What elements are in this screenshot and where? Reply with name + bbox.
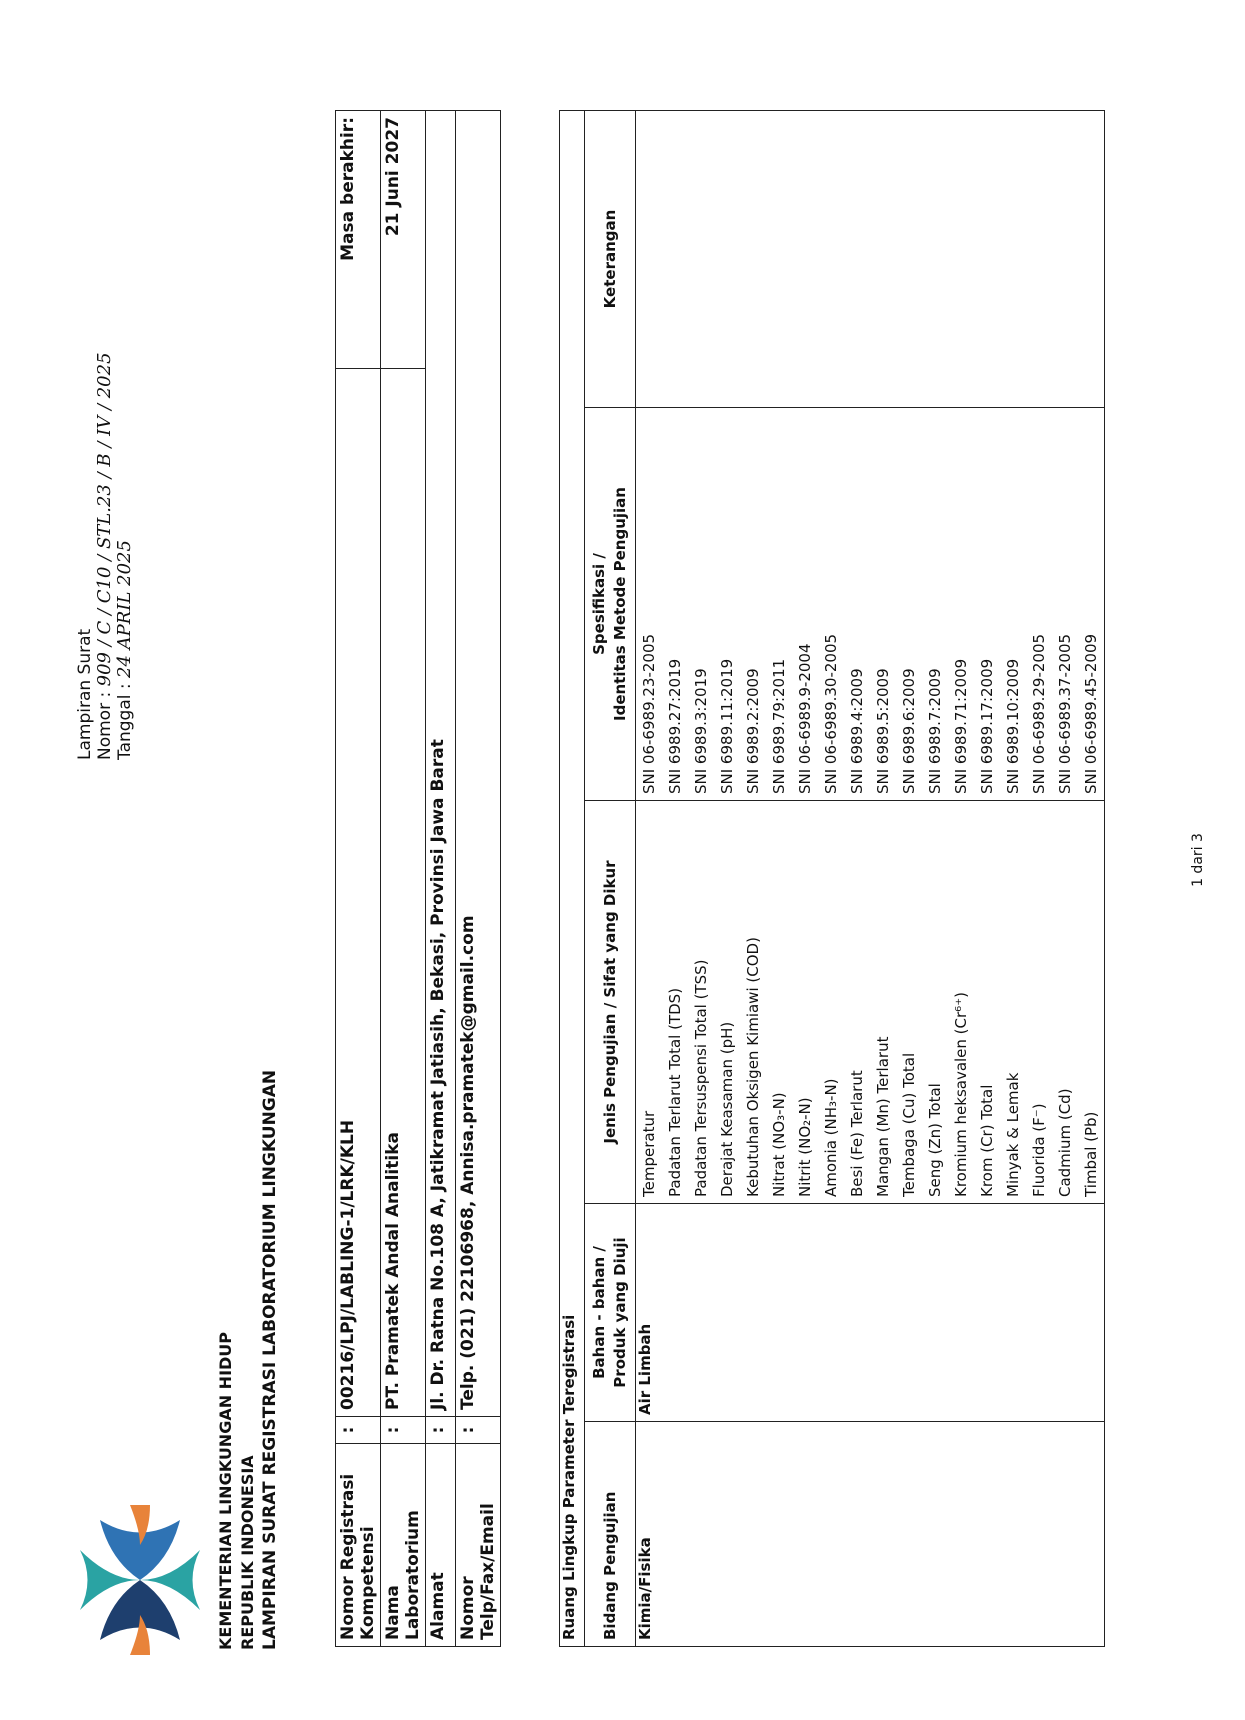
metode-item: SNI 06-6989.9-2004 [796, 643, 814, 794]
document-title: LAMPIRAN SURAT REGISTRASI LABORATORIUM LINGKUNGAN [260, 1069, 280, 1650]
metode-item: SNI 06-6989.30-2005 [822, 633, 840, 794]
metode-item: SNI 6989.71:2009 [952, 658, 970, 794]
metode-item: SNI 6989.10:2009 [1004, 658, 1022, 794]
bidang-value: Kimia/Fisika [636, 1422, 1105, 1647]
page-number: 1 dari 3 [1190, 833, 1206, 887]
jenis-item: Minyak & Lemak [1004, 1072, 1022, 1197]
metode-item: SNI 6989.3:2019 [692, 668, 710, 794]
jenis-item: Padatan Terlarut Total (TDS) [666, 987, 684, 1197]
metode-item: SNI 6989.6:2009 [900, 668, 918, 794]
ministry-name: KEMENTERIAN LINGKUNGAN HIDUP REPUBLIK INDONESIA [216, 1331, 257, 1650]
attachment-block [75, 352, 135, 760]
header-keterangan: Keterangan [585, 111, 636, 408]
header-bidang: Bidang Pengujian [585, 1422, 636, 1647]
attachment-label: Lampiran Surat [75, 628, 95, 760]
attachment-number: Nomor : 909 / C / C10 / STL.23 / B / IV / 2025 [94, 352, 115, 760]
jenis-item: Derajat Keasaman (pH) [718, 1021, 736, 1197]
jenis-item: Tembaga (Cu) Total [900, 1052, 918, 1197]
jenis-item: Besi (Fe) Terlarut [848, 1070, 866, 1197]
metode-item: SNI 6989.5:2009 [874, 668, 892, 794]
jenis-item: Cadmium (Cd) [1056, 1088, 1074, 1197]
scope-title: Ruang Lingkup Parameter Teregistrasi [560, 111, 585, 1647]
metode-item: SNI 6989.27:2019 [666, 658, 684, 794]
jenis-item: Kromium heksavalen (Cr⁶⁺) [952, 992, 970, 1197]
metode-item: SNI 6989.11:2019 [718, 658, 736, 794]
info-row-lab-name: Nama Laboratorium : PT. Pramatek Andal Analitika 21 Juni 2027 [381, 111, 426, 1647]
expiry-date: 21 Juni 2027 [381, 111, 426, 369]
bahan-value: Air Limbah [636, 1204, 1105, 1422]
jenis-item: Krom (Cr) Total [978, 1084, 996, 1197]
jenis-item: Mangan (Mn) Terlarut [874, 1036, 892, 1197]
metode-item: SNI 06-6989.23-2005 [640, 633, 658, 794]
jenis-item: Nitrit (NO₂-N) [796, 1097, 814, 1197]
jenis-item: Seng (Zn) Total [926, 1083, 944, 1197]
header-bahan: Bahan - bahan / Produk yang Diuji [585, 1204, 636, 1422]
expiry-label: Masa berakhir: [336, 111, 381, 369]
registration-number: 00216/LPJ/LABLING-1/LRK/KLH [336, 369, 381, 1417]
scope-body-row [636, 111, 1105, 1647]
registration-info-table [335, 110, 501, 1647]
metode-item: SNI 6989.4:2009 [848, 668, 866, 794]
jenis-item: Nitrat (NO₃-N) [770, 1092, 788, 1197]
metode-item: SNI 6989.79:2011 [770, 658, 788, 794]
lab-contact: Telp. (021) 22106968, Annisa.pramatek@gmail.com [456, 111, 501, 1417]
metode-list [636, 408, 1105, 801]
scope-table [559, 110, 1105, 1647]
jenis-item: Timbal (Pb) [1082, 1111, 1100, 1197]
scope-header-row [585, 111, 636, 1647]
jenis-item: Amonia (NH₃-N) [822, 1078, 840, 1197]
info-row-address: Alamat : Jl. Dr. Ratna No.108 A, Jatikramat Jatiasih, Bekasi, Provinsi Jawa Barat [426, 111, 456, 1647]
info-row-contact: Nomor Telp/Fax/Email : Telp. (021) 22106968, Annisa.pramatek@gmail.com [456, 111, 501, 1647]
metode-item: SNI 06-6989.45-2009 [1082, 633, 1100, 794]
keterangan-value [636, 111, 1105, 408]
jenis-item: Kebutuhan Oksigen Kimiawi (COD) [744, 937, 762, 1197]
jenis-item: Temperatur [640, 1110, 658, 1197]
metode-item: SNI 6989.2:2009 [744, 668, 762, 794]
lab-address: Jl. Dr. Ratna No.108 A, Jatikramat Jatiasih, Bekasi, Provinsi Jawa Barat [426, 111, 456, 1417]
metode-item: SNI 6989.7:2009 [926, 668, 944, 794]
header-spesifikasi: Spesifikasi / Identitas Metode Pengujian [585, 408, 636, 801]
metode-item: SNI 06-6989.29-2005 [1030, 633, 1048, 794]
jenis-list [636, 801, 1105, 1204]
jenis-item: Fluorida (F⁻) [1030, 1103, 1048, 1197]
lab-name: PT. Pramatek Andal Analitika [381, 369, 426, 1417]
metode-item: SNI 06-6989.37-2005 [1056, 633, 1074, 794]
ministry-logo [70, 1500, 210, 1660]
jenis-item: Padatan Tersuspensi Total (TSS) [692, 959, 710, 1197]
metode-item: SNI 6989.17:2009 [978, 658, 996, 794]
info-label: Nomor Registrasi Kompetensi [336, 1444, 381, 1647]
attachment-date: Tanggal : 24 APRIL 2025 [114, 540, 135, 760]
header-jenis: Jenis Pengujian / Sifat yang Dikur [585, 801, 636, 1204]
info-row-registration: Nomor Registrasi Kompetensi : 00216/LPJ/LABLING-1/LRK/KLH Masa berakhir: [336, 111, 381, 1647]
